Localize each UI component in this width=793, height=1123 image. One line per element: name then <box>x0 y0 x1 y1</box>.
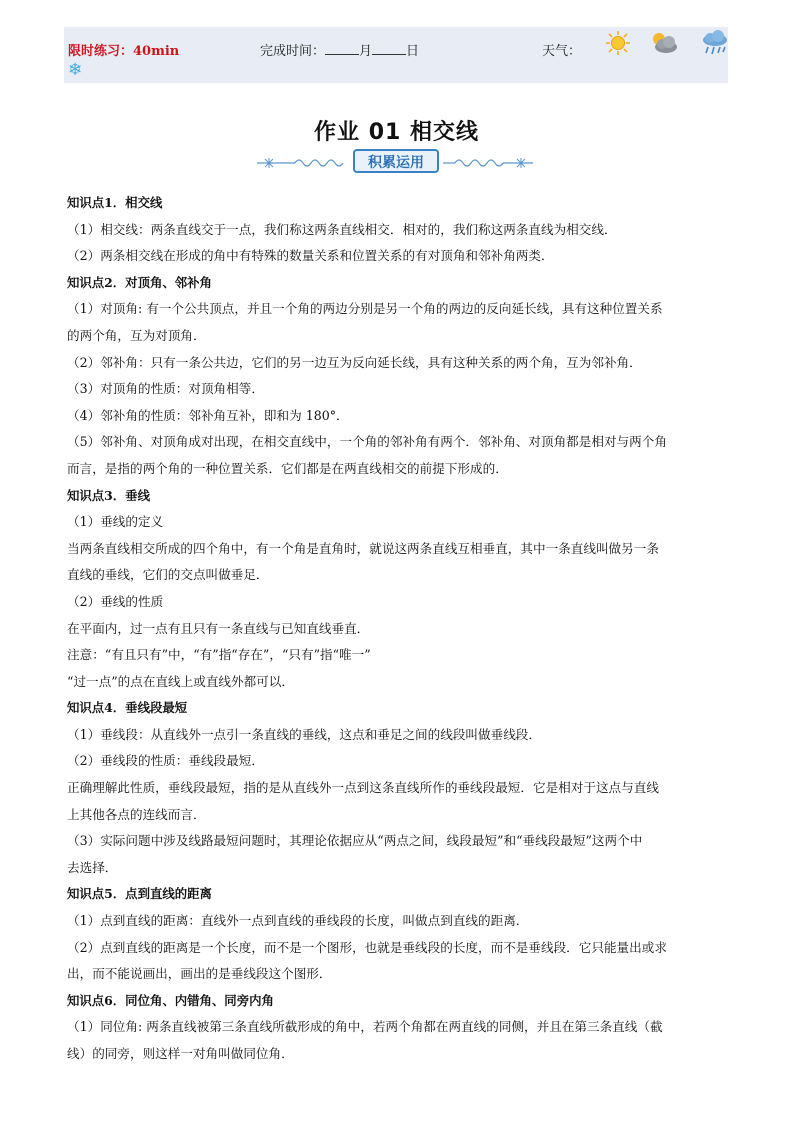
text-line: 出，而不能说画出，画出的是垂线段这个图形． <box>67 966 332 982</box>
day-blank <box>372 42 406 55</box>
text-line: 注意：“有且只有”中，“有”指“存在”，“只有”指“唯一” <box>67 647 371 663</box>
text-line: （3）实际问题中涉及线路最短问题时，其理论依据应从“两点之间，线段最短”和“垂线段最短”这两个中 <box>67 833 643 849</box>
section-banner <box>255 147 535 177</box>
page-title: 作业 01 相交线 <box>314 120 479 145</box>
text-line: 当两条直线相交所成的四个角中，有一个角是直角时，就说这两条直线互相垂直，其中一条直线叫做另一条 <box>67 540 659 556</box>
knowledge-content <box>67 190 729 1068</box>
text-line: （2）邻补角：只有一条公共边，它们的另一边互为反向延长线，具有这种关系的两个角，互为邻补角． <box>67 354 642 370</box>
text-line: （2）垂线段的性质：垂线段最短． <box>67 753 264 769</box>
snowflake-icon: ❄ <box>68 60 83 80</box>
header-bar <box>64 27 728 83</box>
text-line: （5）邻补角、对顶角成对出现，在相交直线中，一个角的邻补角有两个．邻补角、对顶角都是相对与两个角 <box>67 434 667 450</box>
knowledge-point-heading: 知识点6．同位角、内错角、同旁内角 <box>67 992 274 1008</box>
text-line: 上其他各点的连线而言． <box>67 806 206 822</box>
text-line: （2）两条相交线在形成的角中有特殊的数量关系和位置关系的有对顶角和邻补角两类． <box>67 248 554 264</box>
sun-icon <box>604 30 632 56</box>
knowledge-point-heading: 知识点3．垂线 <box>67 487 150 503</box>
month-label: 月 <box>359 44 373 59</box>
text-line: （1）对顶角: 有一个公共顶点，并且一个角的两边分别是另一个角的两边的反向延长线，具有这种位置关系 <box>67 301 663 317</box>
completion-time <box>260 40 419 59</box>
month-blank <box>325 42 359 55</box>
text-line: （4）邻补角的性质：邻补角互补，即和为 180°． <box>67 407 349 423</box>
text-line: 的两个角，互为对顶角． <box>67 327 206 343</box>
time-limit-label: 限时练习：40min <box>68 44 180 59</box>
rain-icon <box>700 30 730 58</box>
text-line: （1）垂线的定义 <box>67 514 164 530</box>
completion-time-label: 完成时间： <box>260 44 326 59</box>
text-line: 而言，是指的两个角的一种位置关系．它们都是在两直线相交的前提下形成的． <box>67 460 508 476</box>
text-line: （1）垂线段：从直线外一点引一条直线的垂线，这点和垂足之间的线段叫做垂线段． <box>67 726 541 742</box>
text-line: 线）的同旁，则这样一对角叫做同位角． <box>67 1046 294 1061</box>
text-line: 在平面内，过一点有且只有一条直线与已知直线垂直． <box>67 620 370 636</box>
text-line: 正确理解此性质，垂线段最短，指的是从直线外一点到这条直线所作的垂线段最短．它是相对于这点与直线 <box>67 780 659 796</box>
text-line: （3）对顶角的性质：对顶角相等． <box>67 381 264 397</box>
knowledge-point-heading: 知识点5．点到直线的距离 <box>67 886 212 902</box>
banner-label: 积累运用 <box>353 149 439 173</box>
day-label: 日 <box>406 44 420 59</box>
weather-label: 天气： <box>542 44 582 59</box>
text-line: （2）点到直线的距离是一个长度，而不是一个图形，也就是垂线段的长度，而不是垂线段．它只能量出或求 <box>67 939 667 955</box>
text-line: 去选择． <box>67 859 118 875</box>
knowledge-point-heading: 知识点4．垂线段最短 <box>67 700 188 716</box>
cloudy-icon <box>648 30 680 56</box>
text-line: （1）点到直线的距离：直线外一点到直线的垂线段的长度，叫做点到直线的距离． <box>67 913 529 929</box>
text-line: （1）同位角: 两条直线被第三条直线所截形成的角中，若两个角都在两直线的同侧，并且在第三条直线（截 <box>67 1019 663 1035</box>
text-line: （1）相交线：两条直线交于一点，我们称这两条直线相交．相对的，我们称这两条直线为相交线． <box>67 221 617 237</box>
knowledge-point-heading: 知识点2．对顶角、邻补角 <box>67 274 212 290</box>
text-line: “过一点”的点在直线上或直线外都可以． <box>67 673 294 689</box>
text-line: 直线的垂线，它们的交点叫做垂足． <box>67 567 269 583</box>
knowledge-point-heading: 知识点1．相交线 <box>67 195 163 210</box>
text-line: （2）垂线的性质 <box>67 593 164 609</box>
